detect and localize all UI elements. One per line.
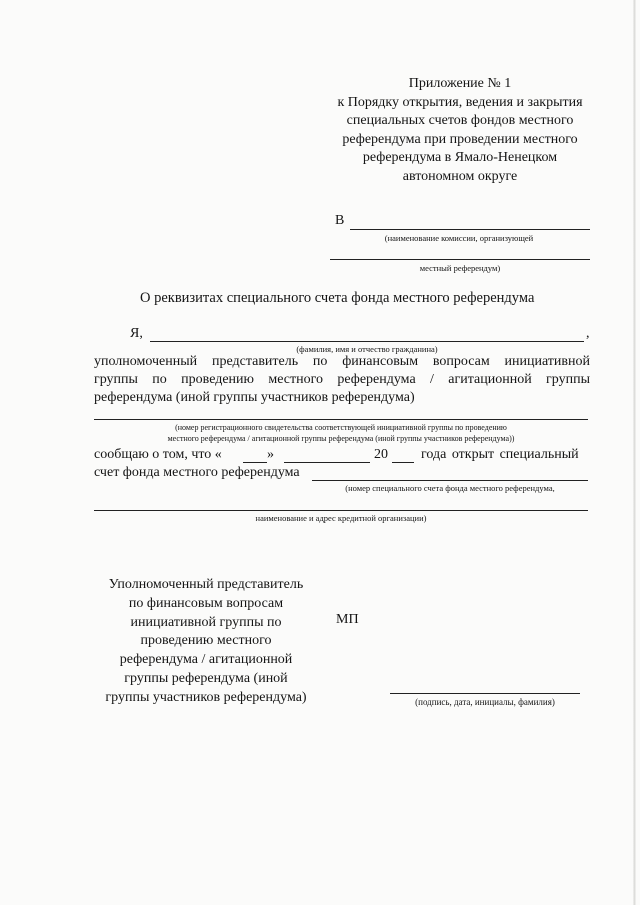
page-edge-shadow [633,0,636,905]
appendix-line: Приложение № 1 [408,76,512,91]
stamp-place-label: МП [336,612,359,627]
appendix-line: специальных счетов фондов местного [346,113,574,128]
signatory-line: группы референдума (иной [124,670,288,686]
body-line-3: референдума (иной группы участников референдума) [94,390,415,405]
year-prefix: 20 [374,447,388,462]
signatory-title [86,576,326,708]
document-title: О реквизитах специального счета фонда местного референдума [140,290,535,306]
declarant-prefix: Я, [130,326,143,341]
declarant-suffix: , [586,326,590,341]
body-line-1: уполномоченный представитель по финансовым вопросам инициативной [94,354,590,369]
account-number-field[interactable] [312,480,588,481]
appendix-header [300,75,620,186]
declarant-caption: (фамилия, имя и отчество гражданина) [296,344,438,354]
notice-part-1: сообщаю о том, что « [94,447,222,462]
signatory-line: проведению местного [140,633,272,649]
day-field[interactable] [243,462,267,463]
year-field[interactable] [392,462,414,463]
appendix-line: к Порядку открытия, ведения и закрытия [337,94,583,110]
signatory-line: референдума / агитационной [119,652,293,668]
appendix-line: автономном округе [402,168,518,184]
declarant-name-field[interactable] [150,341,584,342]
addressee-field-2[interactable] [330,259,590,260]
notice-part-3: года открыт специальный [421,447,579,462]
signature-field[interactable] [390,693,580,694]
registration-caption-2: местного референдума / агитационной группы референдума (иной группы участников референдума)) [167,434,515,443]
notice-line-2: счет фонда местного референдума [94,465,300,480]
signatory-line: по финансовым вопросам [128,595,284,611]
registration-number-field[interactable] [94,419,588,420]
appendix-line: референдума при проведении местного [342,131,578,147]
addressee-caption: (наименование комиссии, организующей [384,233,534,243]
signatory-line: Уполномоченный представитель [108,577,304,592]
addressee-field[interactable] [350,229,590,230]
signatory-line: инициативной группы по [130,614,282,630]
registration-caption-1: (номер регистрационного свидетельства соответствующей инициативной группы по проведению [175,423,507,432]
account-caption-2: наименование и адрес кредитной организации) [255,513,427,523]
bank-details-field[interactable] [94,510,588,511]
addressee-prefix: В [335,213,345,228]
addressee-caption-2: местный референдум) [419,263,501,273]
account-caption-1: (номер специального счета фонда местного референдума, [345,483,555,493]
notice-part-2: » [267,447,274,462]
body-line-2: группы по проведению местного референдума / агитационной группы [94,372,590,387]
month-field[interactable] [284,462,370,463]
signatory-line: группы участников референдума) [105,689,307,705]
appendix-line: референдума в Ямало-Ненецком [362,150,558,165]
signature-caption: (подпись, дата, инициалы, фамилия) [415,697,555,707]
